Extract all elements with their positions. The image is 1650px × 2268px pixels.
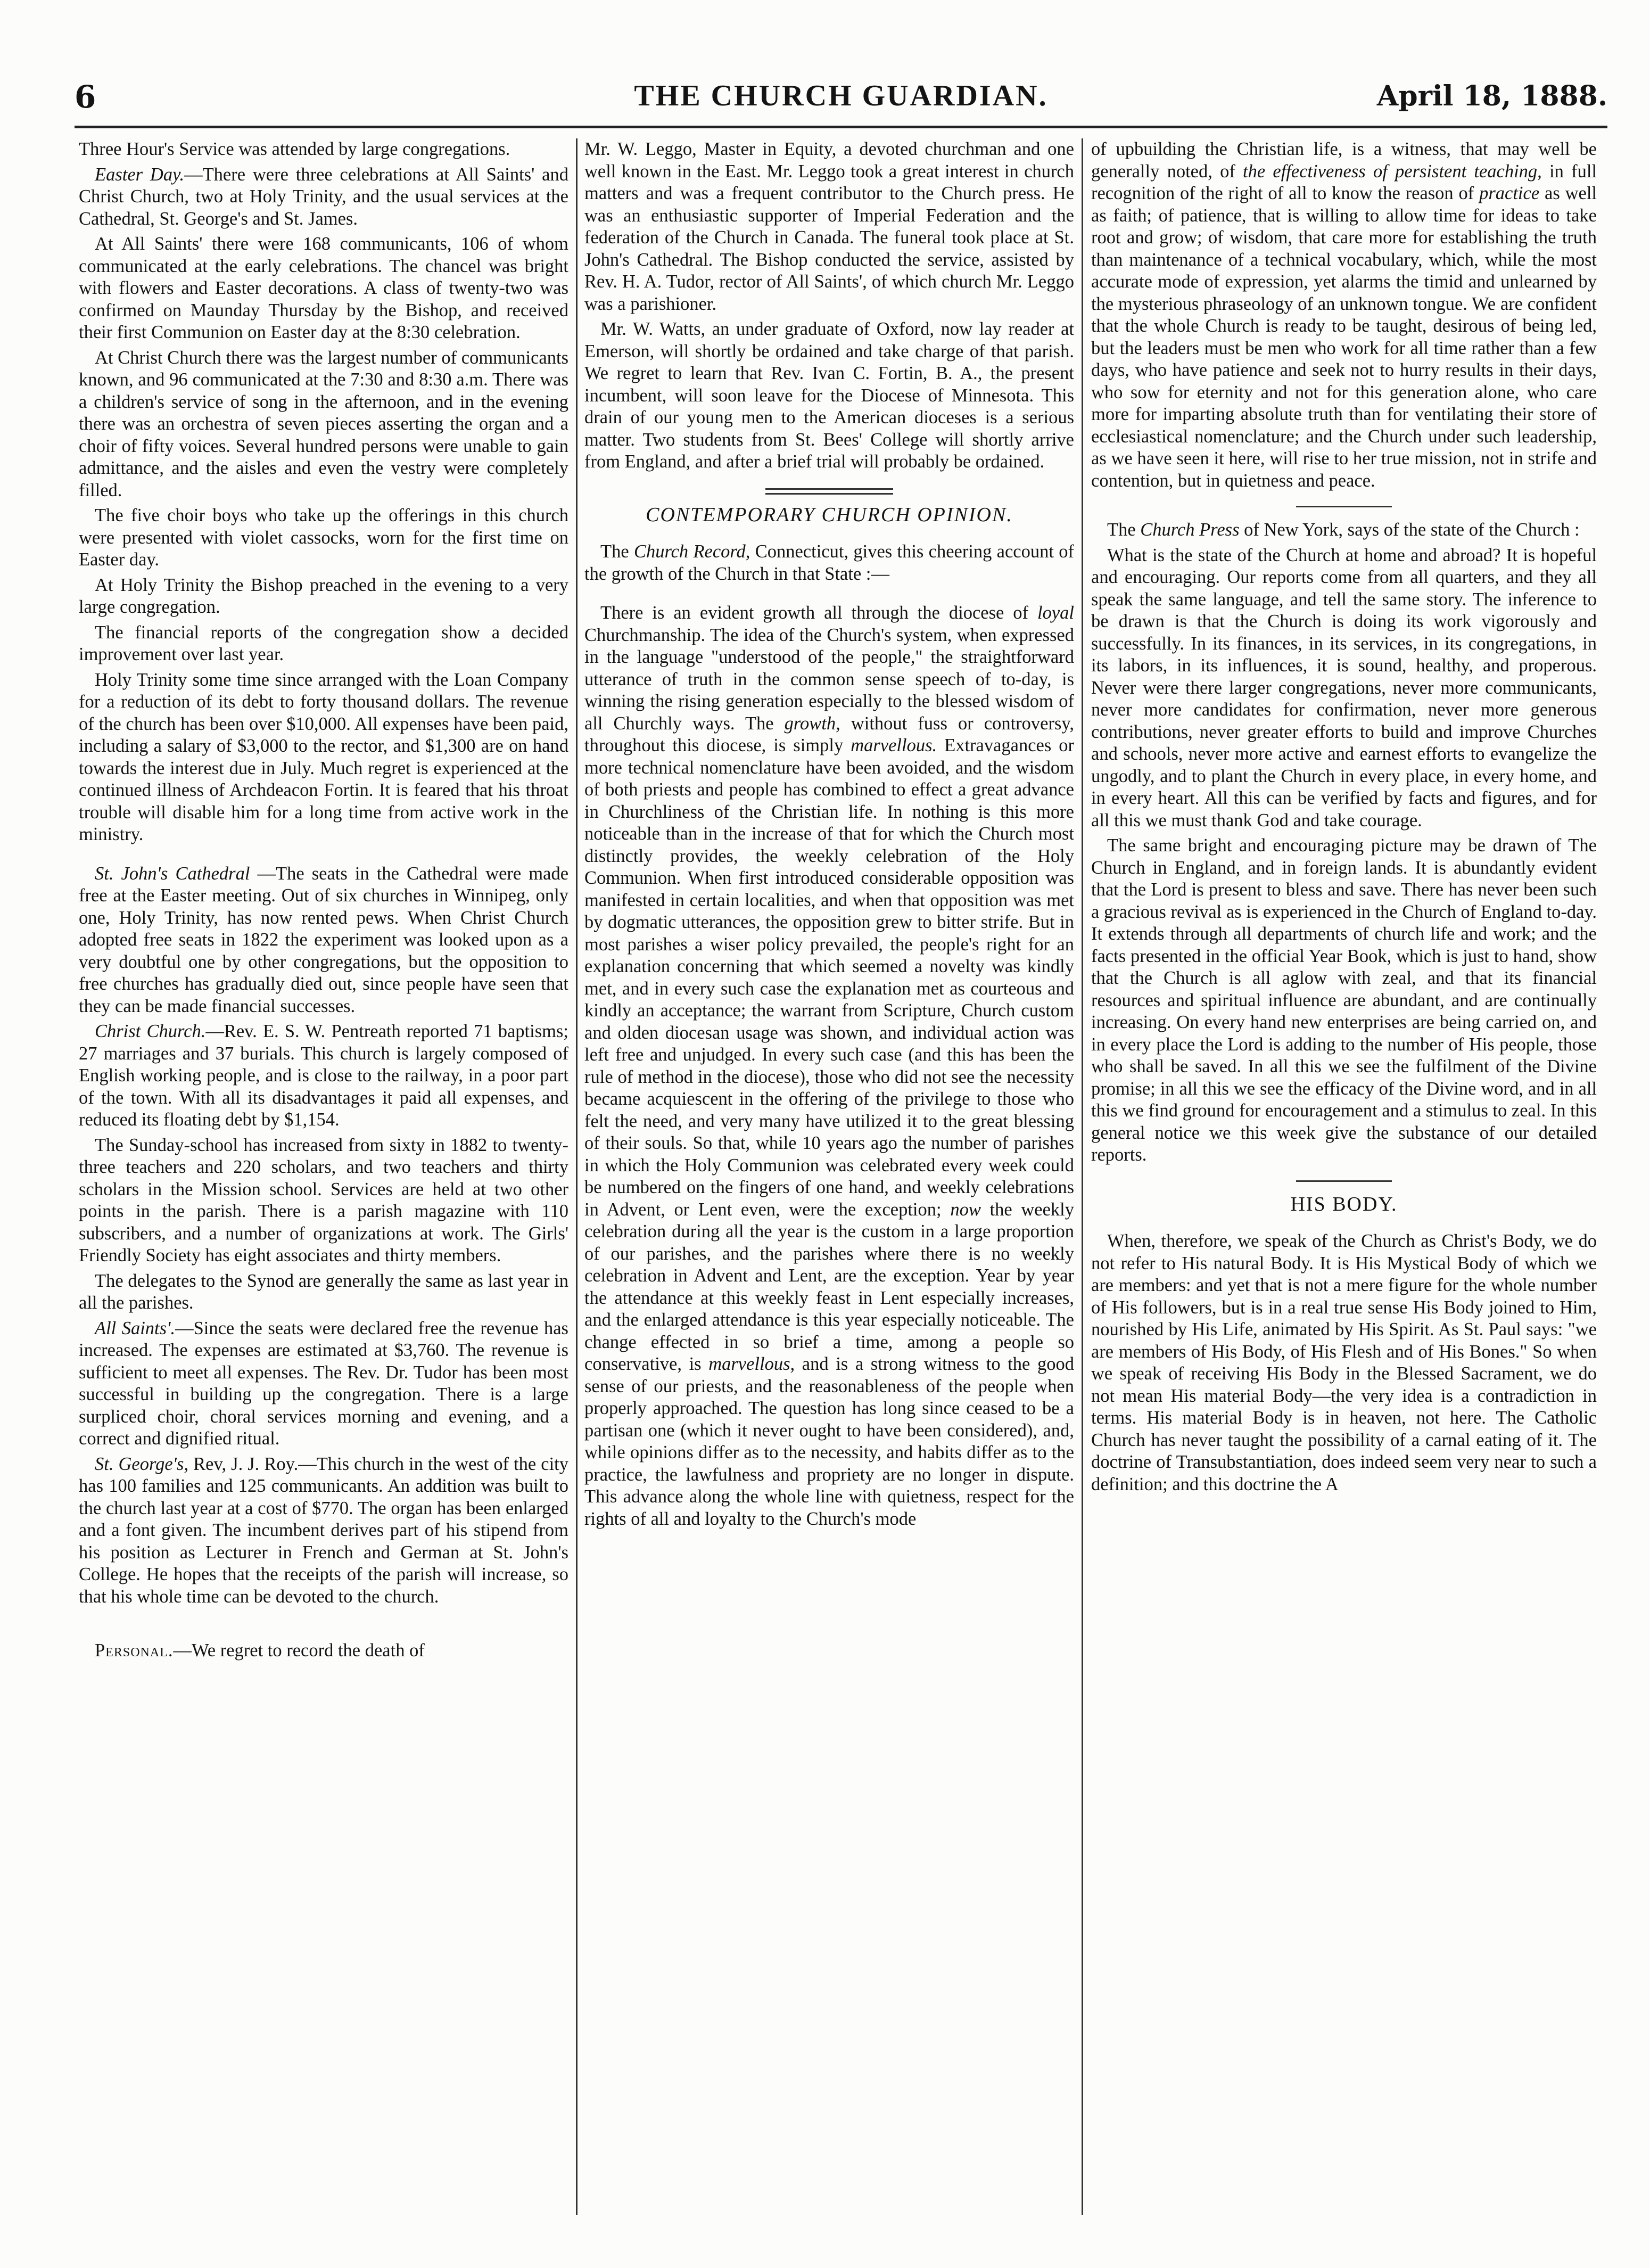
column-1 [79,138,568,2215]
paragraph: At Holy Trinity the Bishop preached in the evening to a very large congregation. [79,574,568,617]
paragraph: All Saints'.—Since the seats were declared free the revenue has increased. The expenses are estimated at $3,760. The revenue is sufficient to meet all expenses. The Rev. Dr. Tudor has been most successful in building up the congregation. There is a large surpliced choir, choral services morning and evening, and a correct and dignified ritual. [79,1318,568,1449]
paragraph: Easter Day.—There were three celebrations at All Saints' and Christ Church, two at Holy Trinity, and the usual services at the Cathedral, St. George's and St. James. [79,164,568,229]
paragraph: At All Saints' there were 168 communicants, 106 of whom communicated at the early celebrations. The chancel was bright with flowers and Easter decorations. A class of twenty-two was confirmed on Maunday Thursday by the Bishop, and received their first Communion on Easter day at the 8:30 celebration. [79,234,568,342]
masthead [75,73,1607,121]
masthead-rule [75,126,1607,128]
newspaper-title: THE CHURCH GUARDIAN. [634,79,1048,112]
issue-date: April 18, 1888. [1376,80,1607,112]
paragraph: Christ Church.—Rev. E. S. W. Pentreath reported 71 baptisms; 27 marriages and 37 burials. This church is largely composed of English working people, and is close to the railway, in a poor part of the town. With all its disadvantages it paid all expenses, and reduced its floating debt by $1,154. [79,1021,568,1130]
column-2 [584,138,1074,2215]
paragraph: Holy Trinity some time since arranged with the Loan Company for a reduction of its debt to forty thousand dollars. The revenue of the church has been over $10,000. All expenses have been paid, including a salary of $3,000 to the rector, and $1,300 are on hand towards the interest due in July. Much regret is experienced at the continued illness of Archdeacon Fortin. It is feared that his throat trouble will disable him for a long time from active work in the ministry. [79,669,568,844]
column-divider [1082,138,1083,2215]
quoted-paragraph: There is an evident growth all through the diocese of loyal Churchmanship. The idea of the Church's system, when expressed in the language "understood of the people," the straightforward utterance of truth in the common sense speech of to-day, is winning the rising generation especially to the blessed wisdom of all Churchly ways. The growth, without fuss or controversy, throughout this diocese, is simply marvellous. Extravagances or more technical nomenclature have been avoided, and the wisdom of both priests and people has combined to effect a great advance in Churchliness of the Christian life. In nothing is this more noticeable than in the increase of that for which the Church most distinctly provides, the weekly celebration of the Holy Communion. When first introduced considerable opposition was manifested in certain localities, and when that opposition was met by dogmatic utterances, the opposition grew to bitter strife. But in most parishes a wiser policy prevailed, the people's right for an explanation concerning that which seemed a novelty was kindly met, and in every such case the explanation met as courteous and kindly an acceptance; the warrant from Scripture, Church custom and olden diocesan usage was shown, and individual action was left free and unjudged. In every such case (and this has been the rule of method in the diocese), those who did not see the necessity became acquiescent in the offering of the privilege to those who felt the need, and very many have utilized it to the great blessing of their souls. So that, while 10 years ago the number of parishes in which the Holy Communion was celebrated every week could be numbered on the fingers of one hand, and weekly celebrations in Advent, or Lent even, were the exception; now the weekly celebration during all the year is the custom in a large proportion of our parishes, and the parishes where there is no weekly celebration in Advent and Lent, are the exception. Year by year the attendance at this weekly feast in Lent especially increases, and the enlarged attendance is this year especially noticeable. The change effected in so brief a time, among a people so conservative, is marvellous, and is a strong witness to the good sense of our priests, and the reasonableness of the people when properly approached. The question has long since ceased to be a partisan one (which it never ought to have been considered), and, while opinions differ as to the necessity, and habits differ as to the practice, the lawfulness and propriety are no longer in dispute. This advance along the whole line with quietness, respect for the rights of all and loyalty to the Church's mode [584,603,1074,1529]
paragraph: St. John's Cathedral —The seats in the Cathedral were made free at the Easter meeting. Out of six churches in Winnipeg, only one, Holy Trinity, has now rented pews. When Christ Church adopted free seats in 1822 the experiment was looked upon as a very doubtful one by other congregations, but the opposition to free churches has gradually died out, since people have seen that they can be made financial successes. [79,863,568,1016]
paragraph: of upbuilding the Christian life, is a witness, that may well be generally noted, of the effectiveness of persistent teaching, in full recognition of the right of all to know the reason of practice as well as faith; of patience, that is willing to allow time for ideas to take root and grow; of wisdom, that care more for establishing the truth than maintenance of a technical vocabulary, which, while the most accurate mode of expression, yet alarms the timid and unlearned by the mysterious phraseology of an unknown tongue. We are confident that the whole Church is ready to be taught, desirous of being led, but the leaders must be men who work for all time rather than a few days, who have patience and seek not to hurry results in their days, who sow for eternity and not for this generation alone, who care more for imparting absolute truth than for ventilating their store of ecclesiastical nomenclature; and the Church under such leadership, as we have seen it here, will rise to her true mission, not in strife and contention, but in quietness and peace. [1091,139,1597,491]
paragraph: Three Hour's Service was attended by large congregations. [79,139,510,159]
column-divider [576,138,578,2215]
paragraph: St. George's, Rev, J. J. Roy.—This church in the west of the city has 100 families and 125 communicants. An addition was built to the church last year at a cost of $770. The organ has been enlarged and a font given. The incumbent derives part of his stipend from his position as Lecturer in French and German at St. John's College. He hopes that the receipts of the parish will increase, so that his whole time can be devoted to the church. [79,1453,568,1607]
paragraph: Personal.—We regret to record the death of [95,1640,425,1661]
paragraph: The five choir boys who take up the offerings in this church were presented with violet cassocks, worn for the first time on Easter day. [79,505,568,570]
paragraph: Mr. W. Watts, an under graduate of Oxford, now lay reader at Emerson, will shortly be ordained and take charge of that parish. We regret to learn that Rev. Ivan C. Fortin, B. A., the present incumbent, will soon leave for the Diocese of Minnesota. This drain of our young men to the American dioceses is a serious matter. Two students from St. Bees' College will shortly arrive from England, and after a brief trial will probably be ordained. [584,319,1074,472]
paragraph: What is the state of the Church at home and abroad? It is hopeful and encouraging. Our reports come from all quarters, and they all speak the same language, and tell the same story. The inference to be drawn is that the Church is doing its work vigorously and successfully. In its finances, in its services, in its congregations, in its labors, in its influences, it is sound, healthy, and properous. Never were there larger congregations, never more communicants, never more candidates for confirmation, never more generous contributions, never greater efforts to build and improve Churches and schools, never more active and earnest efforts to evangelize the ungodly, and to plant the Church in every place, in every home, and in every heart. All this can be verified by facts and figures, and for all this we must thank God and take courage. [1091,545,1597,831]
section-rule [765,488,893,495]
paragraph: The delegates to the Synod are generally the same as last year in all the parishes. [79,1270,568,1313]
paragraph: The same bright and encouraging picture may be drawn of The Church in England, and in foreign lands. It is abundantly evident that the Lord is present to bless and save. There has never been such a gracious revival as is experienced in the Church of England to-day. It extends through all departments of church life and work; and the facts presented in the official Year Book, which is just to hand, show that the Church is all aglow with zeal, and that its financial resources and spiritual influence are abundant, and are continually increasing. On every hand new enterprises are being carried on, and in every place the Lord is adding to the number of His people, those who shall be saved. In all this we see the fulfilment of the Divine promise; in all this we see the efficacy of the Divine word, and in all this we find ground for encouragement and a stimulus to zeal. In this general notice we this week give the substance of our detailed reports. [1091,835,1597,1165]
paragraph: The Sunday-school has increased from sixty in 1882 to twenty-three teachers and 220 scholars, and two teachers and thirty scholars in the Mission school. Services are held at two other points in the parish. There is a parish magazine with 110 subscribers, and a number of organizations at work. The Girls' Friendly Society has eight associates and thirty members. [79,1135,568,1266]
section-heading: HIS BODY. [1290,1193,1398,1215]
paragraph: The Church Record, Connecticut, gives this cheering account of the growth of the Church in that State :— [584,541,1074,584]
section-rule [1296,506,1392,507]
paragraph: When, therefore, we speak of the Church as Christ's Body, we do not refer to His natural Body. It is His Mystical Body of which we are members: and yet that is not a mere figure for the whole number of His followers, but is in a real true sense His Body joined to Him, nourished by His Life, animated by His Spirit. As St. Paul says: "we are members of His Body, of His Flesh and of His Bones." So when we speak of receiving His Body in the Blessed Sacrament, we do not mean His material Body—the very idea is a contradiction in terms. His material Body is in heaven, not here. The Catholic Church has never taught the possibility of a carnal eating of it. The doctrine of Transubstantiation, does indeed seem very near to such a definition; and this doctrine the A [1091,1231,1597,1494]
paragraph: The financial reports of the congregation show a decided improvement over last year. [79,622,568,664]
paragraph: Mr. W. Leggo, Master in Equity, a devoted churchman and one well known in the East. Mr. Leggo took a great interest in church matters and was a frequent contributor to the Church press. He was an enthusiastic supporter of Imperial Federation and the federation of the Church in Canada. The funeral took place at St. John's Cathedral. The Bishop conducted the service, assisted by Rev. H. A. Tudor, rector of All Saints', of which church Mr. Leggo was a parishioner. [584,139,1074,314]
section-rule [1296,1180,1392,1182]
paragraph: The Church Press of New York, says of the state of the Church : [1107,520,1580,540]
page-number: 6 [75,79,96,115]
section-heading: CONTEMPORARY CHURCH OPINION. [646,503,1013,526]
column-3 [1091,138,1597,2215]
paragraph: At Christ Church there was the largest number of communicants known, and 96 communicated at the 7:30 and 8:30 a.m. There was a children's service of song in the afternoon, and in the evening there was an orchestra of seven pieces asserting the organ and a choir of fifty voices. Several hundred persons were unable to gain admittance, and the aisles and even the vestry were completely filled. [79,347,568,500]
